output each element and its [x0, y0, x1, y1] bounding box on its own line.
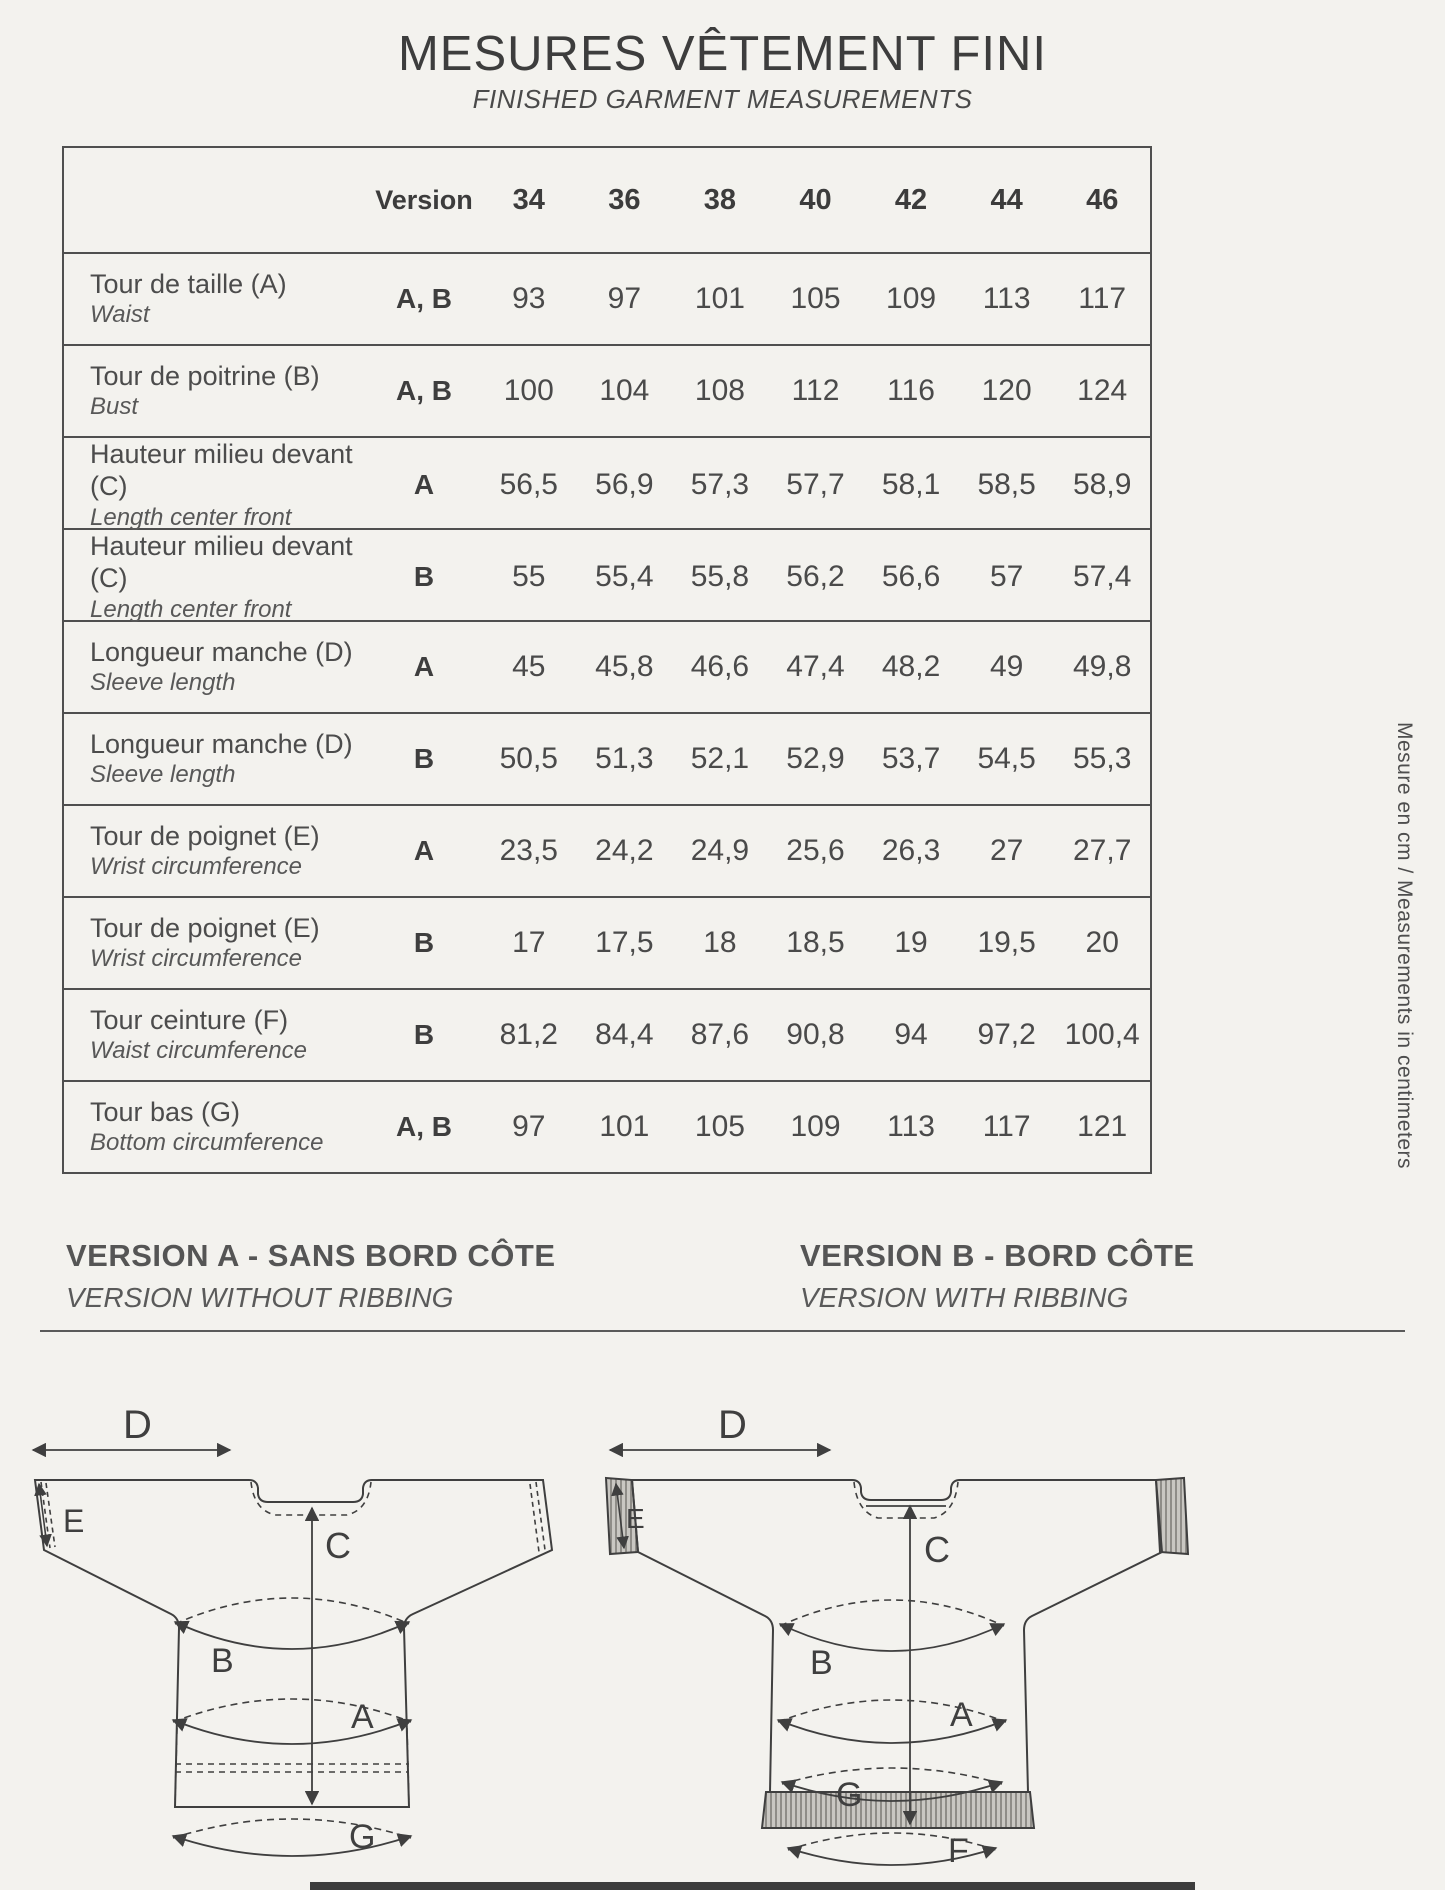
measurement-value: 23,5 [499, 834, 558, 867]
table-row [64, 988, 1150, 1080]
table-row [64, 1080, 1150, 1172]
measurement-value: 100 [503, 374, 554, 407]
hem-stitch-lines [175, 1764, 409, 1772]
measurement-value: 101 [599, 1110, 650, 1143]
table-row [64, 896, 1150, 988]
version-column-header: Version [375, 184, 473, 215]
row-label-en: Waist circumference [90, 1037, 307, 1065]
measurement-value: 45,8 [595, 650, 654, 683]
version-b-subtitle: VERSION WITH RIBBING [800, 1282, 1129, 1313]
row-label-en: Length center front [90, 503, 292, 531]
row-label-fr: Tour de poignet (E) [90, 912, 320, 943]
label-b: B [211, 1642, 234, 1680]
measurement-value: 112 [791, 374, 840, 407]
row-label-fr: Longueur manche (D) [90, 728, 353, 759]
table-header-row [64, 148, 1150, 252]
measurement-value: 117 [1078, 282, 1127, 315]
measurement-value: 108 [694, 374, 745, 407]
measurement-value: 55,8 [690, 560, 750, 594]
row-label [64, 898, 367, 988]
measurement-value: 84,4 [595, 1018, 654, 1051]
row-label [64, 714, 367, 804]
size-header: 44 [990, 183, 1023, 216]
measurement-value: 57 [989, 560, 1024, 594]
measurement-value: 19,5 [977, 926, 1036, 959]
measurement-value: 120 [981, 374, 1032, 407]
table-row [64, 620, 1150, 712]
measurement-value: 87,6 [690, 1018, 750, 1051]
row-label [64, 622, 367, 712]
measurement-value: 56,2 [786, 560, 845, 594]
measurement-value: 100,4 [1064, 1018, 1140, 1051]
sweater-outline [35, 1480, 552, 1807]
measurement-value: 116 [887, 374, 935, 407]
measurement-value: 27 [989, 834, 1024, 867]
measurement-value: 97 [607, 282, 642, 315]
row-version: A [413, 835, 435, 866]
measure-b-back-arc [175, 1598, 409, 1624]
measure-b-back-arc [780, 1600, 1004, 1626]
row-label [64, 254, 367, 344]
measurement-value: 55 [512, 560, 546, 594]
row-version: A, B [396, 375, 452, 406]
row-version: A [413, 651, 435, 682]
size-header: 34 [512, 183, 545, 216]
row-version: B [413, 561, 435, 593]
label-g: G [836, 1776, 863, 1814]
measurement-value: 51,3 [595, 742, 654, 775]
row-label-fr: Hauteur milieu devant (C) [90, 531, 353, 594]
measurement-value: 17 [512, 926, 546, 959]
row-label-en: Sleeve length [90, 669, 236, 697]
row-label [64, 1082, 367, 1172]
row-label-fr: Longueur manche (D) [90, 636, 353, 667]
measure-a-back-arc [173, 1699, 411, 1722]
measurement-value: 81,2 [499, 1018, 558, 1051]
diagram-version-a [25, 1392, 560, 1880]
row-label [64, 346, 367, 436]
measurement-value: 52,9 [786, 742, 845, 775]
measurement-value: 26,3 [881, 834, 941, 867]
table-row [64, 712, 1150, 804]
row-label-en: Waist [90, 301, 150, 329]
size-header: 40 [799, 183, 832, 216]
size-header: 42 [894, 183, 928, 216]
row-label-fr: Tour de taille (A) [90, 268, 287, 299]
measurement-value: 97,2 [977, 1018, 1036, 1051]
row-label [64, 806, 367, 896]
measurement-value: 54,5 [977, 742, 1036, 775]
table-body [64, 252, 1150, 1172]
measurement-value: 57,3 [690, 468, 750, 502]
row-label-fr: Tour bas (G) [90, 1096, 241, 1127]
measure-a-front-arc [173, 1720, 411, 1744]
label-a: A [950, 1696, 973, 1734]
table-row [64, 528, 1150, 623]
label-f: F [948, 1832, 969, 1870]
row-version: A, B [396, 1111, 452, 1142]
measurement-value: 48,2 [881, 650, 941, 683]
row-label-en: Bottom circumference [90, 1129, 324, 1157]
row-version: B [413, 927, 435, 958]
rib-waistband [762, 1792, 1034, 1828]
measurement-value: 25,6 [786, 834, 845, 867]
row-version: B [413, 743, 435, 774]
measurement-value: 93 [512, 282, 546, 315]
measurement-value: 17,5 [595, 926, 654, 959]
row-label-en: Length center front [90, 595, 292, 623]
diagram-version-b [600, 1392, 1190, 1884]
measurement-value: 49,8 [1073, 650, 1132, 683]
measurement-value: 56,6 [881, 560, 941, 594]
measurement-value: 24,2 [595, 834, 654, 867]
row-label [64, 530, 367, 625]
measurement-value: 27,7 [1073, 834, 1132, 867]
measurement-value: 58,1 [881, 468, 941, 502]
measurement-value: 109 [886, 282, 937, 315]
measurement-value: 24,9 [690, 834, 750, 867]
measurement-value: 117 [982, 1110, 1031, 1143]
measurement-value: 56,9 [595, 468, 654, 502]
scan-edge-bar [310, 1882, 1195, 1890]
section-version-a [66, 1238, 556, 1314]
row-label-en: Wrist circumference [90, 853, 303, 881]
measurement-value: 105 [694, 1110, 745, 1143]
measurement-value: 19 [894, 926, 928, 959]
row-version: B [413, 1019, 435, 1050]
measurement-value: 104 [599, 374, 650, 407]
measurement-value: 109 [790, 1110, 841, 1143]
label-e: E [626, 1503, 645, 1534]
measurement-value: 57,7 [786, 468, 845, 502]
measurement-value: 58,5 [977, 468, 1036, 502]
row-label [64, 438, 367, 533]
measurement-value: 105 [790, 282, 841, 315]
label-d: D [123, 1403, 152, 1447]
row-label-fr: Tour ceinture (F) [90, 1004, 289, 1035]
measurement-value: 18,5 [786, 926, 845, 959]
measurement-value: 121 [1077, 1110, 1128, 1143]
right-cuff-seam [530, 1482, 545, 1552]
measurement-value: 52,1 [690, 742, 750, 775]
page-title: MESURES VÊTEMENT FINI [397, 27, 1047, 81]
section-version-b [800, 1238, 1195, 1314]
measurement-value: 58,9 [1073, 468, 1132, 502]
measure-g-back-arc [782, 1768, 1002, 1784]
row-label-fr: Tour de poitrine (B) [90, 360, 320, 391]
measurement-value: 101 [694, 282, 745, 315]
units-note: Mesure en cm / Measurements in centimeters [1393, 722, 1416, 1169]
measurement-value: 57,4 [1073, 560, 1132, 594]
measurement-table [62, 146, 1152, 1174]
label-a: A [351, 1698, 374, 1736]
header-label-spacer [64, 148, 367, 252]
label-b: B [810, 1644, 833, 1682]
table-row [64, 252, 1150, 344]
measurement-value: 45 [512, 650, 546, 683]
measurement-value: 47,4 [786, 650, 845, 683]
version-a-title: VERSION A - SANS BORD CÔTE [66, 1238, 556, 1273]
measurement-value: 50,5 [499, 742, 558, 775]
measurement-value: 56,5 [499, 468, 558, 502]
label-c: C [325, 1525, 351, 1566]
measurement-value: 113 [887, 1110, 935, 1143]
table-row [64, 344, 1150, 436]
section-divider [40, 1330, 1405, 1332]
measurement-value: 46,6 [690, 650, 750, 683]
measurement-value: 124 [1077, 374, 1128, 407]
measurement-value: 97 [512, 1110, 546, 1143]
version-b-title: VERSION B - BORD CÔTE [800, 1238, 1195, 1273]
row-version: A [413, 469, 435, 501]
label-d: D [718, 1403, 747, 1447]
size-header: 36 [608, 183, 641, 216]
row-label-fr: Tour de poignet (E) [90, 820, 320, 851]
sweater-outline [632, 1480, 1162, 1792]
version-a-subtitle: VERSION WITHOUT RIBBING [66, 1282, 454, 1313]
measurement-value: 20 [1085, 926, 1119, 959]
row-label [64, 990, 367, 1080]
table-row [64, 436, 1150, 531]
measurement-value: 113 [982, 282, 1031, 315]
label-c: C [924, 1529, 950, 1570]
size-header: 46 [1086, 183, 1119, 216]
side-fold-lines [175, 1728, 409, 1805]
label-e: E [63, 1503, 85, 1539]
measurement-value: 55,4 [595, 560, 654, 594]
row-label-en: Bust [90, 393, 139, 421]
row-version: A, B [396, 283, 452, 314]
neckline-dashed [251, 1482, 371, 1515]
page-subtitle: FINISHED GARMENT MEASUREMENTS [472, 84, 973, 114]
table-row [64, 804, 1150, 896]
row-label-en: Wrist circumference [90, 945, 303, 973]
row-label-en: Sleeve length [90, 761, 236, 789]
measurement-value: 18 [703, 926, 737, 959]
row-label-fr: Hauteur milieu devant (C) [90, 439, 353, 502]
measurement-value: 90,8 [786, 1018, 845, 1051]
measurement-value: 53,7 [881, 742, 941, 775]
label-g: G [349, 1818, 376, 1856]
measurement-value: 94 [894, 1018, 928, 1051]
measurement-value: 55,3 [1073, 742, 1132, 775]
size-header: 38 [703, 183, 737, 216]
measurement-value: 49 [989, 650, 1024, 683]
